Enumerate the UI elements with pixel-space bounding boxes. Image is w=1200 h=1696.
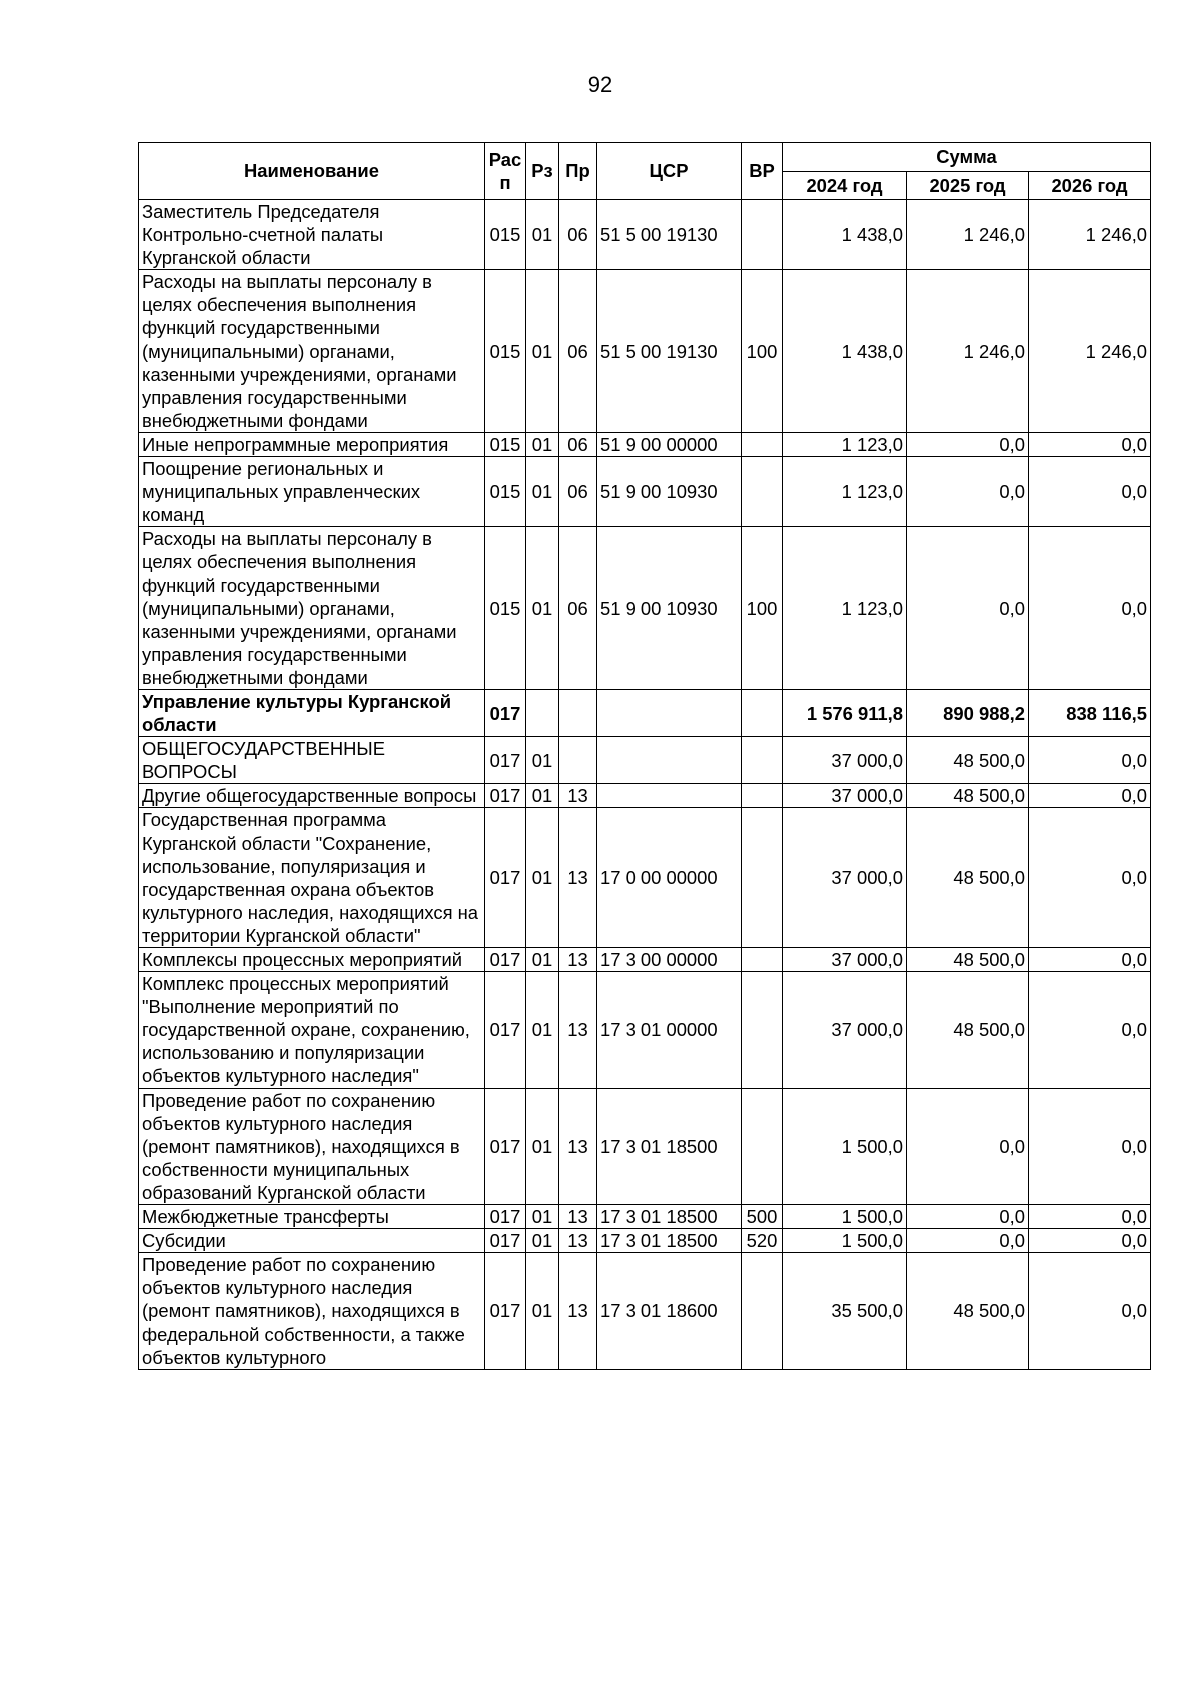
cell-2024: 1 123,0 xyxy=(783,527,907,690)
cell-vr xyxy=(742,1088,783,1204)
header-name: Наименование xyxy=(139,143,485,200)
cell-name: Расходы на выплаты персоналу в целях обеспечения выполнения функций государственными (муниципальными) органами, казенными учреждениями, органами управления государственными внебюджетными фондами xyxy=(139,270,485,433)
cell-vr: 500 xyxy=(742,1205,783,1229)
cell-vr xyxy=(742,432,783,456)
cell-rasp: 015 xyxy=(485,200,526,270)
header-pr: Пр xyxy=(559,143,597,200)
cell-vr xyxy=(742,808,783,948)
cell-rasp: 017 xyxy=(485,1229,526,1253)
cell-rz: 01 xyxy=(526,948,559,972)
cell-2026: 0,0 xyxy=(1029,457,1151,527)
cell-rasp: 017 xyxy=(485,948,526,972)
header-rz: Рз xyxy=(526,143,559,200)
cell-rasp: 017 xyxy=(485,689,526,736)
cell-name: Управление культуры Курганской области xyxy=(139,689,485,736)
cell-2025: 0,0 xyxy=(907,432,1029,456)
cell-csr: 17 3 01 00000 xyxy=(597,972,742,1088)
cell-2026: 0,0 xyxy=(1029,527,1151,690)
page-number: 92 xyxy=(587,72,613,97)
cell-rz: 01 xyxy=(526,1088,559,1204)
cell-rasp: 017 xyxy=(485,972,526,1088)
cell-rasp: 015 xyxy=(485,270,526,433)
cell-name: Иные непрограммные мероприятия xyxy=(139,432,485,456)
cell-vr xyxy=(742,948,783,972)
cell-2024: 1 123,0 xyxy=(783,457,907,527)
cell-2026: 0,0 xyxy=(1029,432,1151,456)
cell-csr: 17 3 01 18500 xyxy=(597,1205,742,1229)
cell-vr xyxy=(742,737,783,784)
cell-2024: 37 000,0 xyxy=(783,784,907,808)
cell-pr xyxy=(559,737,597,784)
cell-rz: 01 xyxy=(526,808,559,948)
table-row xyxy=(139,270,1151,433)
cell-csr xyxy=(597,784,742,808)
cell-2025: 48 500,0 xyxy=(907,737,1029,784)
cell-rz: 01 xyxy=(526,270,559,433)
cell-rz: 01 xyxy=(526,1205,559,1229)
cell-pr: 06 xyxy=(559,432,597,456)
cell-2025: 1 246,0 xyxy=(907,270,1029,433)
cell-name: Проведение работ по сохранению объектов культурного наследия (ремонт памятников), находящихся в федеральной собственности, а также объектов культурного xyxy=(139,1253,485,1369)
cell-vr xyxy=(742,689,783,736)
cell-pr: 06 xyxy=(559,270,597,433)
cell-pr: 13 xyxy=(559,1229,597,1253)
header-year-2024: 2024 год xyxy=(783,172,907,200)
header-year-2025: 2025 год xyxy=(907,172,1029,200)
cell-pr: 06 xyxy=(559,527,597,690)
cell-2025: 48 500,0 xyxy=(907,784,1029,808)
table-row xyxy=(139,527,1151,690)
cell-pr: 13 xyxy=(559,972,597,1088)
cell-rz: 01 xyxy=(526,972,559,1088)
cell-2025: 48 500,0 xyxy=(907,1253,1029,1369)
cell-pr xyxy=(559,689,597,736)
cell-vr: 100 xyxy=(742,270,783,433)
cell-rz: 01 xyxy=(526,457,559,527)
cell-pr: 13 xyxy=(559,1253,597,1369)
cell-rz: 01 xyxy=(526,1253,559,1369)
cell-2024: 1 500,0 xyxy=(783,1088,907,1204)
table-row xyxy=(139,1205,1151,1229)
table-row xyxy=(139,737,1151,784)
cell-2026: 0,0 xyxy=(1029,948,1151,972)
cell-vr xyxy=(742,972,783,1088)
cell-2026: 0,0 xyxy=(1029,808,1151,948)
cell-2024: 1 576 911,8 xyxy=(783,689,907,736)
cell-pr: 06 xyxy=(559,457,597,527)
cell-csr: 51 9 00 10930 xyxy=(597,457,742,527)
cell-name: Субсидии xyxy=(139,1229,485,1253)
cell-2024: 1 438,0 xyxy=(783,200,907,270)
cell-2026: 0,0 xyxy=(1029,737,1151,784)
table-row xyxy=(139,457,1151,527)
cell-rasp: 015 xyxy=(485,527,526,690)
cell-2024: 37 000,0 xyxy=(783,972,907,1088)
cell-csr: 17 3 01 18600 xyxy=(597,1253,742,1369)
cell-rz: 01 xyxy=(526,784,559,808)
cell-rasp: 015 xyxy=(485,457,526,527)
cell-rasp: 017 xyxy=(485,737,526,784)
cell-2026: 0,0 xyxy=(1029,1205,1151,1229)
cell-name: ОБЩЕГОСУДАРСТВЕННЫЕ ВОПРОСЫ xyxy=(139,737,485,784)
cell-rasp: 015 xyxy=(485,432,526,456)
cell-2024: 37 000,0 xyxy=(783,808,907,948)
cell-csr: 51 9 00 00000 xyxy=(597,432,742,456)
header-vr: ВР xyxy=(742,143,783,200)
cell-2024: 37 000,0 xyxy=(783,737,907,784)
cell-2026: 0,0 xyxy=(1029,1253,1151,1369)
table-row xyxy=(139,689,1151,736)
cell-name: Комплексы процессных мероприятий xyxy=(139,948,485,972)
cell-2025: 1 246,0 xyxy=(907,200,1029,270)
cell-csr xyxy=(597,689,742,736)
cell-rasp: 017 xyxy=(485,808,526,948)
cell-2026: 1 246,0 xyxy=(1029,200,1151,270)
cell-vr xyxy=(742,457,783,527)
cell-2026: 1 246,0 xyxy=(1029,270,1151,433)
cell-vr: 520 xyxy=(742,1229,783,1253)
cell-vr: 100 xyxy=(742,527,783,690)
cell-rz: 01 xyxy=(526,200,559,270)
cell-csr: 17 3 01 18500 xyxy=(597,1088,742,1204)
cell-vr xyxy=(742,1253,783,1369)
table-row xyxy=(139,1088,1151,1204)
budget-table xyxy=(138,142,1151,1370)
cell-name: Поощрение региональных и муниципальных управленческих команд xyxy=(139,457,485,527)
cell-2025: 0,0 xyxy=(907,527,1029,690)
cell-2024: 1 500,0 xyxy=(783,1229,907,1253)
table-row xyxy=(139,948,1151,972)
cell-2025: 0,0 xyxy=(907,1088,1029,1204)
cell-2025: 48 500,0 xyxy=(907,972,1029,1088)
cell-pr: 13 xyxy=(559,784,597,808)
cell-rasp: 017 xyxy=(485,1253,526,1369)
cell-rz xyxy=(526,689,559,736)
cell-csr: 51 5 00 19130 xyxy=(597,270,742,433)
cell-2024: 37 000,0 xyxy=(783,948,907,972)
cell-csr: 51 9 00 10930 xyxy=(597,527,742,690)
cell-vr xyxy=(742,784,783,808)
header-csr: ЦСР xyxy=(597,143,742,200)
table-row xyxy=(139,808,1151,948)
cell-2025: 0,0 xyxy=(907,1205,1029,1229)
cell-pr: 13 xyxy=(559,808,597,948)
header-summa: Сумма xyxy=(783,143,1151,172)
header-year-2026: 2026 год xyxy=(1029,172,1151,200)
cell-rz: 01 xyxy=(526,527,559,690)
cell-csr: 17 3 01 18500 xyxy=(597,1229,742,1253)
table-body xyxy=(139,200,1151,1370)
cell-rz: 01 xyxy=(526,737,559,784)
cell-name: Другие общегосударственные вопросы xyxy=(139,784,485,808)
cell-rz: 01 xyxy=(526,1229,559,1253)
cell-2024: 35 500,0 xyxy=(783,1253,907,1369)
cell-pr: 06 xyxy=(559,200,597,270)
cell-name: Государственная программа Курганской области "Сохранение, использование, популяризация и государственная охрана объектов культурного наследия, находящихся на территории Курганской области" xyxy=(139,808,485,948)
cell-rz: 01 xyxy=(526,432,559,456)
cell-2024: 1 438,0 xyxy=(783,270,907,433)
cell-name: Расходы на выплаты персоналу в целях обеспечения выполнения функций государственными (муниципальными) органами, казенными учреждениями, органами управления государственными внебюджетными фондами xyxy=(139,527,485,690)
cell-pr: 13 xyxy=(559,948,597,972)
cell-2026: 0,0 xyxy=(1029,1229,1151,1253)
cell-pr: 13 xyxy=(559,1205,597,1229)
table-row xyxy=(139,784,1151,808)
cell-name: Межбюджетные трансферты xyxy=(139,1205,485,1229)
cell-2026: 0,0 xyxy=(1029,784,1151,808)
cell-2024: 1 500,0 xyxy=(783,1205,907,1229)
cell-vr xyxy=(742,200,783,270)
cell-2025: 0,0 xyxy=(907,1229,1029,1253)
cell-2026: 838 116,5 xyxy=(1029,689,1151,736)
cell-name: Комплекс процессных мероприятий "Выполнение мероприятий по государственной охране, сохранению, использованию и популяризации объектов культурного наследия" xyxy=(139,972,485,1088)
table-row xyxy=(139,1253,1151,1369)
cell-2025: 48 500,0 xyxy=(907,808,1029,948)
header-rasp: Рас п xyxy=(485,143,526,200)
cell-2025: 48 500,0 xyxy=(907,948,1029,972)
cell-name: Заместитель Председателя Контрольно-счетной палаты Курганской области xyxy=(139,200,485,270)
table-row xyxy=(139,1229,1151,1253)
cell-csr: 17 0 00 00000 xyxy=(597,808,742,948)
cell-rasp: 017 xyxy=(485,1088,526,1204)
cell-2025: 0,0 xyxy=(907,457,1029,527)
cell-2024: 1 123,0 xyxy=(783,432,907,456)
table-header xyxy=(139,143,1151,200)
cell-2025: 890 988,2 xyxy=(907,689,1029,736)
cell-2026: 0,0 xyxy=(1029,1088,1151,1204)
table-row xyxy=(139,200,1151,270)
cell-csr xyxy=(597,737,742,784)
cell-2026: 0,0 xyxy=(1029,972,1151,1088)
cell-csr: 17 3 00 00000 xyxy=(597,948,742,972)
cell-csr: 51 5 00 19130 xyxy=(597,200,742,270)
cell-pr: 13 xyxy=(559,1088,597,1204)
table-row xyxy=(139,432,1151,456)
cell-rasp: 017 xyxy=(485,1205,526,1229)
cell-rasp: 017 xyxy=(485,784,526,808)
cell-name: Проведение работ по сохранению объектов культурного наследия (ремонт памятников), находящихся в собственности муниципальных образований Курганской области xyxy=(139,1088,485,1204)
table-row xyxy=(139,972,1151,1088)
